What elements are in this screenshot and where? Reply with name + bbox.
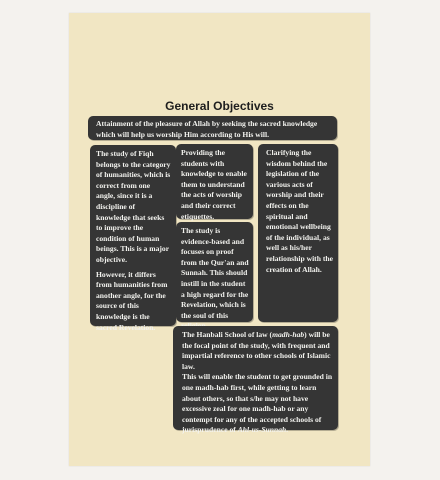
objective-text-para1: The Hanbali School of law (madh-hab) will be the focal point of the study, with frequent and impartial reference to other schools of Islamic law. — [182, 330, 331, 371]
objective-text: Providing the students with knowledge to enable them to understand the acts of worship and their correct etiquettes. — [181, 148, 247, 221]
madh-hab-term: madh-hab — [272, 330, 305, 339]
objective-box-fiqh-humanities — [90, 145, 176, 332]
objective-text-para1: The study of Fiqh belongs to the category of humanities, which is correct from one angle, since it is a discipline of knowledge that seeks to improve the condition of human beings. This is a major objective. — [96, 149, 171, 264]
objective-text: Attainment of the pleasure of Allah by seeking the sacred knowledge which will help us worship Him according to His will. — [96, 119, 318, 139]
objective-box-evidence-based — [176, 222, 253, 322]
objective-box-hanbali-school — [173, 326, 338, 435]
objective-box-acts-of-worship — [176, 144, 253, 219]
objective-box-pleasure-of-allah — [88, 116, 337, 140]
objective-text: The study is evidence-based and focuses on proof from the Qur'an and Sunnah. This should instill in the student a high regard for the Revelation, which is the soul of this — [181, 226, 249, 320]
objective-text-para2: This will enable the student to get grounded in one madh-hab first, while getting to learn about others, so that s/he may not have excessive zeal for one madh-hab or any contempt for any of the accepted schools of jurisprudence of Ahl-us-Sunnah. — [182, 372, 333, 435]
objective-text-para2: However, it differs from humanities from another angle, for the source of this knowledge is the sacred Revelation. — [96, 269, 168, 332]
page-title: General Objectives — [165, 99, 274, 113]
objective-text: Clarifying the wisdom behind the legislation of the various acts of worship and their effects on the spiritual and emotional wellbeing of the individual, as well as his/her relationship with the creation of Allah. — [266, 148, 333, 274]
objective-box-wisdom-legislation — [258, 144, 338, 322]
ahl-us-sunnah-term: Ahl-us-Sunnah — [237, 425, 287, 435]
